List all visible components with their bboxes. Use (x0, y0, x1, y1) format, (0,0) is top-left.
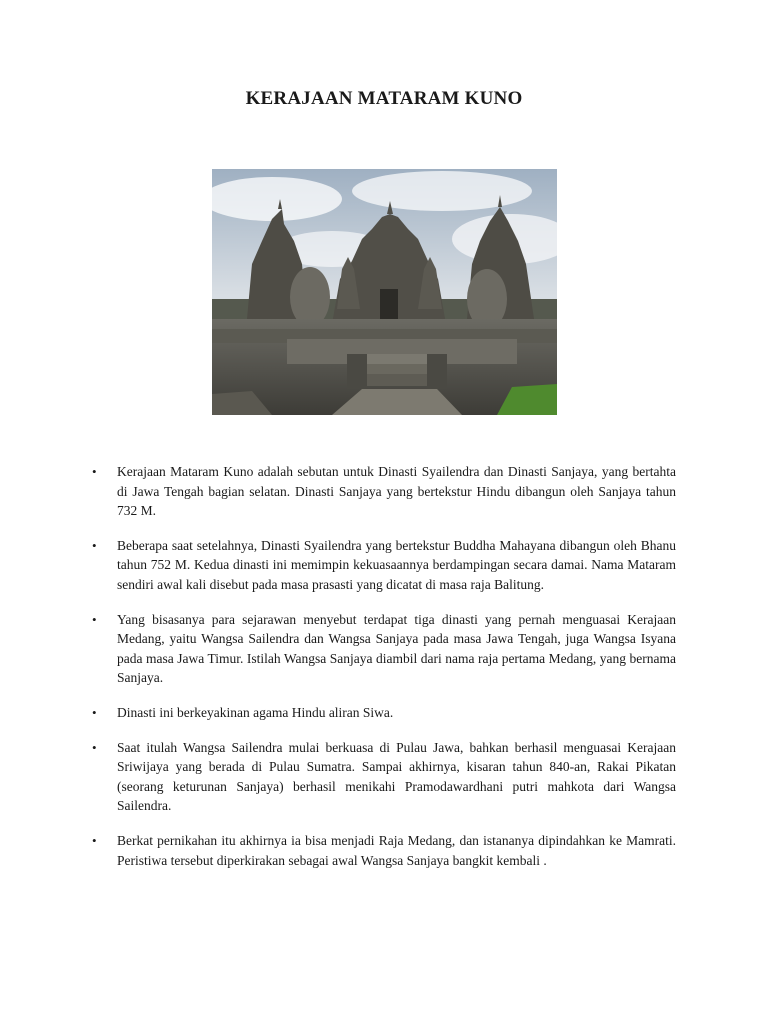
list-item (92, 703, 676, 723)
list-item (92, 536, 676, 595)
list-item (92, 610, 676, 688)
paragraph-text: Berkat pernikahan itu akhirnya ia bisa menjadi Raja Medang, dan istananya dipindahkan ke Mamrati. Peristiwa tersebut diperkirakan sebagai awal Wangsa Sanjaya bangkit kembali . (117, 832, 676, 868)
paragraph-text: Kerajaan Mataram Kuno adalah sebutan untuk Dinasti Syailendra dan Dinasti Sanjaya, yang bertahta di Jawa Tengah bagian selatan. Dinasti Sanjaya yang bertekstur Hindu dibangun oleh Sanjaya tahun 732 M. (117, 464, 676, 519)
bullet-icon: • (92, 832, 97, 848)
page-title: KERAJAAN MATARAM KUNO (245, 88, 523, 109)
bullet-icon: • (92, 704, 97, 720)
paragraph-text: Saat itulah Wangsa Sailendra mulai berkuasa di Pulau Jawa, bahkan berhasil menguasai Kerajaan Sriwijaya yang berada di Pulau Sumatra. Sampai akhirnya, kisaran tahun 840-an, Rakai Pikatan (seorang keturunan Sanjaya) berhasil menikahi Pramodawardhani putri mahkota dari Wangsa Sailendra. (117, 739, 676, 814)
list-item (92, 738, 676, 816)
bullet-icon: • (92, 611, 97, 627)
list-item (92, 831, 676, 870)
bullet-icon: • (92, 464, 97, 479)
paragraph-text: Yang bisasanya para sejarawan menyebut terdapat tiga dinasti yang pernah menguasai Kerajaan Medang, yaitu Wangsa Sailendra dan Wangsa Sanjaya pada masa Jawa Tengah, juga Wangsa Isyana pada masa Jawa Timur. Istilah Wangsa Sanjaya diambil dari nama raja pertama Medang, yang bernama Sanjaya. (117, 611, 676, 686)
list-item (92, 462, 676, 521)
paragraph-text: Dinasti ini berkeyakinan agama Hindu aliran Siwa. (117, 704, 394, 720)
bullet-list (92, 462, 676, 885)
bullet-icon: • (92, 739, 97, 755)
temple-photo (212, 169, 557, 415)
bullet-icon: • (92, 537, 97, 553)
paragraph-text: Beberapa saat setelahnya, Dinasti Syailendra yang bertekstur Buddha Mahayana dibangun oleh Bhanu tahun 752 M. Kedua dinasti ini memimpin kekuasaannya berdampingan secara damai. Nama Mataram sendiri awal kali disebut pada masa prasasti yang dicatat di masa raja Balitung. (117, 537, 676, 592)
